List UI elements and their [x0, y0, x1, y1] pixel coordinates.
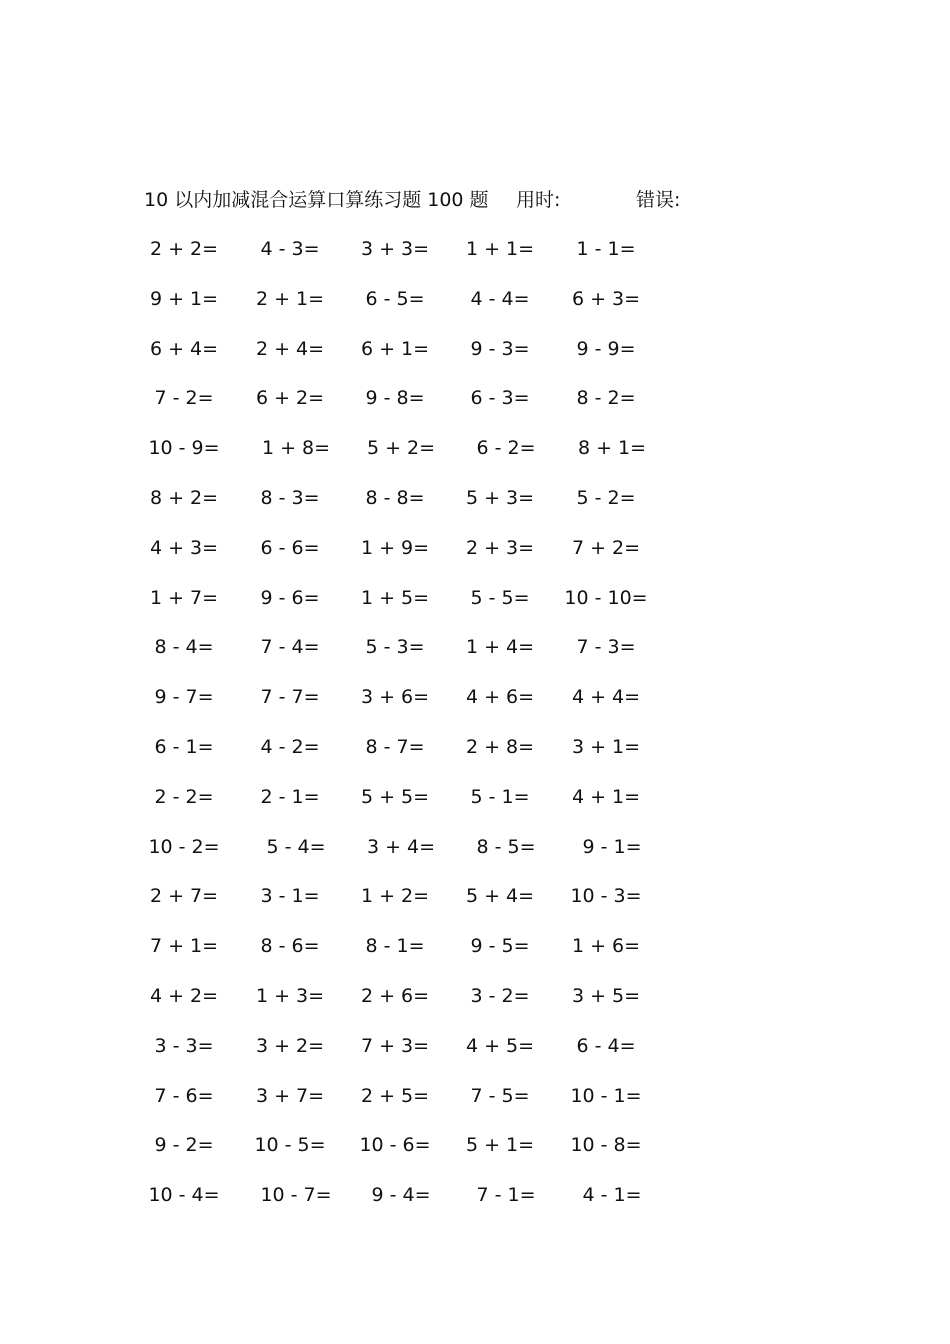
arithmetic-problem: 2 + 8=	[465, 736, 535, 758]
arithmetic-problem: 6 - 1=	[154, 736, 214, 758]
arithmetic-problem: 1 + 1=	[465, 238, 535, 260]
arithmetic-problem: 2 + 1=	[255, 287, 325, 310]
arithmetic-problem: 3 + 2=	[255, 1034, 325, 1057]
arithmetic-problem: 4 - 3=	[260, 238, 320, 260]
arithmetic-problem: 6 - 6=	[260, 536, 320, 559]
arithmetic-problem: 6 - 5=	[365, 287, 425, 310]
arithmetic-problem: 7 - 3=	[576, 636, 636, 659]
arithmetic-problem: 4 + 5=	[465, 1034, 535, 1057]
arithmetic-problem: 1 - 1=	[576, 238, 636, 260]
arithmetic-problem: 1 + 9=	[360, 536, 430, 559]
arithmetic-problem: 5 + 5=	[360, 785, 430, 808]
arithmetic-problem: 8 + 1=	[577, 437, 647, 460]
worksheet-title: 10 以内加减混合运算口算练习题 100 题	[144, 189, 489, 211]
arithmetic-problem: 9 - 1=	[582, 835, 642, 858]
arithmetic-problem: 6 - 3=	[470, 387, 530, 410]
arithmetic-problem: 10 - 2=	[148, 835, 220, 858]
arithmetic-problem: 7 - 1=	[476, 1184, 536, 1207]
arithmetic-problem: 3 + 6=	[360, 686, 430, 709]
arithmetic-problem: 6 - 4=	[576, 1034, 636, 1057]
arithmetic-problem: 9 - 6=	[260, 586, 320, 609]
arithmetic-problem: 1 + 4=	[465, 636, 535, 659]
arithmetic-problem: 9 - 4=	[371, 1184, 431, 1207]
arithmetic-problem: 8 - 7=	[365, 736, 425, 758]
arithmetic-problem: 8 - 2=	[576, 387, 636, 410]
arithmetic-problem: 2 + 6=	[360, 985, 430, 1007]
arithmetic-problem: 9 - 8=	[365, 387, 425, 410]
arithmetic-problem: 10 - 6=	[359, 1134, 431, 1157]
arithmetic-problem: 1 + 6=	[571, 935, 641, 958]
arithmetic-problem: 2 - 2=	[154, 785, 214, 808]
arithmetic-problem: 3 - 1=	[260, 885, 320, 908]
arithmetic-problem: 10 - 3=	[570, 885, 642, 908]
arithmetic-problem: 4 - 2=	[260, 736, 320, 758]
arithmetic-problem: 8 - 4=	[154, 636, 214, 659]
arithmetic-problem: 3 - 2=	[470, 985, 530, 1007]
arithmetic-problem: 1 + 3=	[255, 985, 325, 1007]
arithmetic-problem: 4 - 1=	[582, 1184, 642, 1207]
error-count-label: 错误:	[636, 189, 681, 211]
arithmetic-problem: 6 + 4=	[149, 337, 219, 360]
arithmetic-problem: 8 - 1=	[365, 935, 425, 958]
arithmetic-problem: 8 - 6=	[260, 935, 320, 958]
arithmetic-problem: 8 - 5=	[476, 835, 536, 858]
arithmetic-problem: 2 + 2=	[149, 238, 219, 260]
arithmetic-problem: 7 + 1=	[149, 935, 219, 958]
arithmetic-problem: 3 + 7=	[255, 1084, 325, 1107]
arithmetic-problem: 9 - 2=	[154, 1134, 214, 1157]
arithmetic-problem: 4 + 2=	[149, 985, 219, 1007]
arithmetic-problem: 7 - 5=	[470, 1084, 530, 1107]
arithmetic-problem: 1 + 8=	[261, 437, 331, 460]
arithmetic-problem: 4 + 1=	[571, 785, 641, 808]
arithmetic-problem: 6 + 1=	[360, 337, 430, 360]
arithmetic-problem: 2 + 5=	[360, 1084, 430, 1107]
arithmetic-problem: 1 + 7=	[149, 586, 219, 609]
arithmetic-problem: 2 + 7=	[149, 885, 219, 908]
arithmetic-problem: 10 - 5=	[254, 1134, 326, 1157]
arithmetic-problem: 9 - 9=	[576, 337, 636, 360]
arithmetic-problem: 6 + 3=	[571, 287, 641, 310]
arithmetic-problem: 6 + 2=	[255, 387, 325, 410]
arithmetic-problem: 4 + 4=	[571, 686, 641, 709]
arithmetic-problem: 7 - 7=	[260, 686, 320, 709]
arithmetic-problem: 3 + 3=	[360, 238, 430, 260]
arithmetic-problem: 2 - 1=	[260, 785, 320, 808]
arithmetic-problem: 7 - 4=	[260, 636, 320, 659]
arithmetic-problem: 5 + 3=	[465, 487, 535, 509]
arithmetic-problem: 3 + 5=	[571, 985, 641, 1007]
arithmetic-problem: 5 - 3=	[365, 636, 425, 659]
arithmetic-problem: 10 - 10=	[564, 586, 648, 609]
arithmetic-problem: 9 + 1=	[149, 287, 219, 310]
arithmetic-problem: 10 - 1=	[570, 1084, 642, 1107]
arithmetic-problem: 5 + 1=	[465, 1134, 535, 1157]
arithmetic-problem: 4 + 6=	[465, 686, 535, 709]
arithmetic-problem: 9 - 5=	[470, 935, 530, 958]
arithmetic-problem: 5 + 2=	[366, 437, 436, 460]
arithmetic-problem: 9 - 3=	[470, 337, 530, 360]
arithmetic-problem: 2 + 3=	[465, 536, 535, 559]
arithmetic-problem: 1 + 2=	[360, 885, 430, 908]
arithmetic-problem: 3 + 1=	[571, 736, 641, 758]
arithmetic-problem: 5 + 4=	[465, 885, 535, 908]
arithmetic-problem: 8 + 2=	[149, 487, 219, 509]
arithmetic-problem: 10 - 4=	[148, 1184, 220, 1207]
arithmetic-problem: 3 + 4=	[366, 835, 436, 858]
arithmetic-problem: 8 - 8=	[365, 487, 425, 509]
arithmetic-problem: 3 - 3=	[154, 1034, 214, 1057]
arithmetic-problem: 5 - 4=	[266, 835, 326, 858]
arithmetic-problem: 7 + 2=	[571, 536, 641, 559]
arithmetic-problem: 7 + 3=	[360, 1034, 430, 1057]
time-used-label: 用时:	[516, 189, 561, 211]
arithmetic-problem: 2 + 4=	[255, 337, 325, 360]
arithmetic-problem: 10 - 9=	[148, 437, 220, 460]
arithmetic-problem: 7 - 6=	[154, 1084, 214, 1107]
arithmetic-problem: 10 - 7=	[260, 1184, 332, 1207]
arithmetic-problem: 7 - 2=	[154, 387, 214, 410]
arithmetic-problem: 9 - 7=	[154, 686, 214, 709]
arithmetic-problem: 5 - 5=	[470, 586, 530, 609]
arithmetic-problem: 5 - 1=	[470, 785, 530, 808]
arithmetic-problem: 1 + 5=	[360, 586, 430, 609]
arithmetic-problem: 8 - 3=	[260, 487, 320, 509]
arithmetic-problem: 6 - 2=	[476, 437, 536, 460]
arithmetic-problem: 5 - 2=	[576, 487, 636, 509]
arithmetic-problem: 4 - 4=	[470, 287, 530, 310]
arithmetic-problem: 4 + 3=	[149, 536, 219, 559]
arithmetic-problem: 10 - 8=	[570, 1134, 642, 1157]
